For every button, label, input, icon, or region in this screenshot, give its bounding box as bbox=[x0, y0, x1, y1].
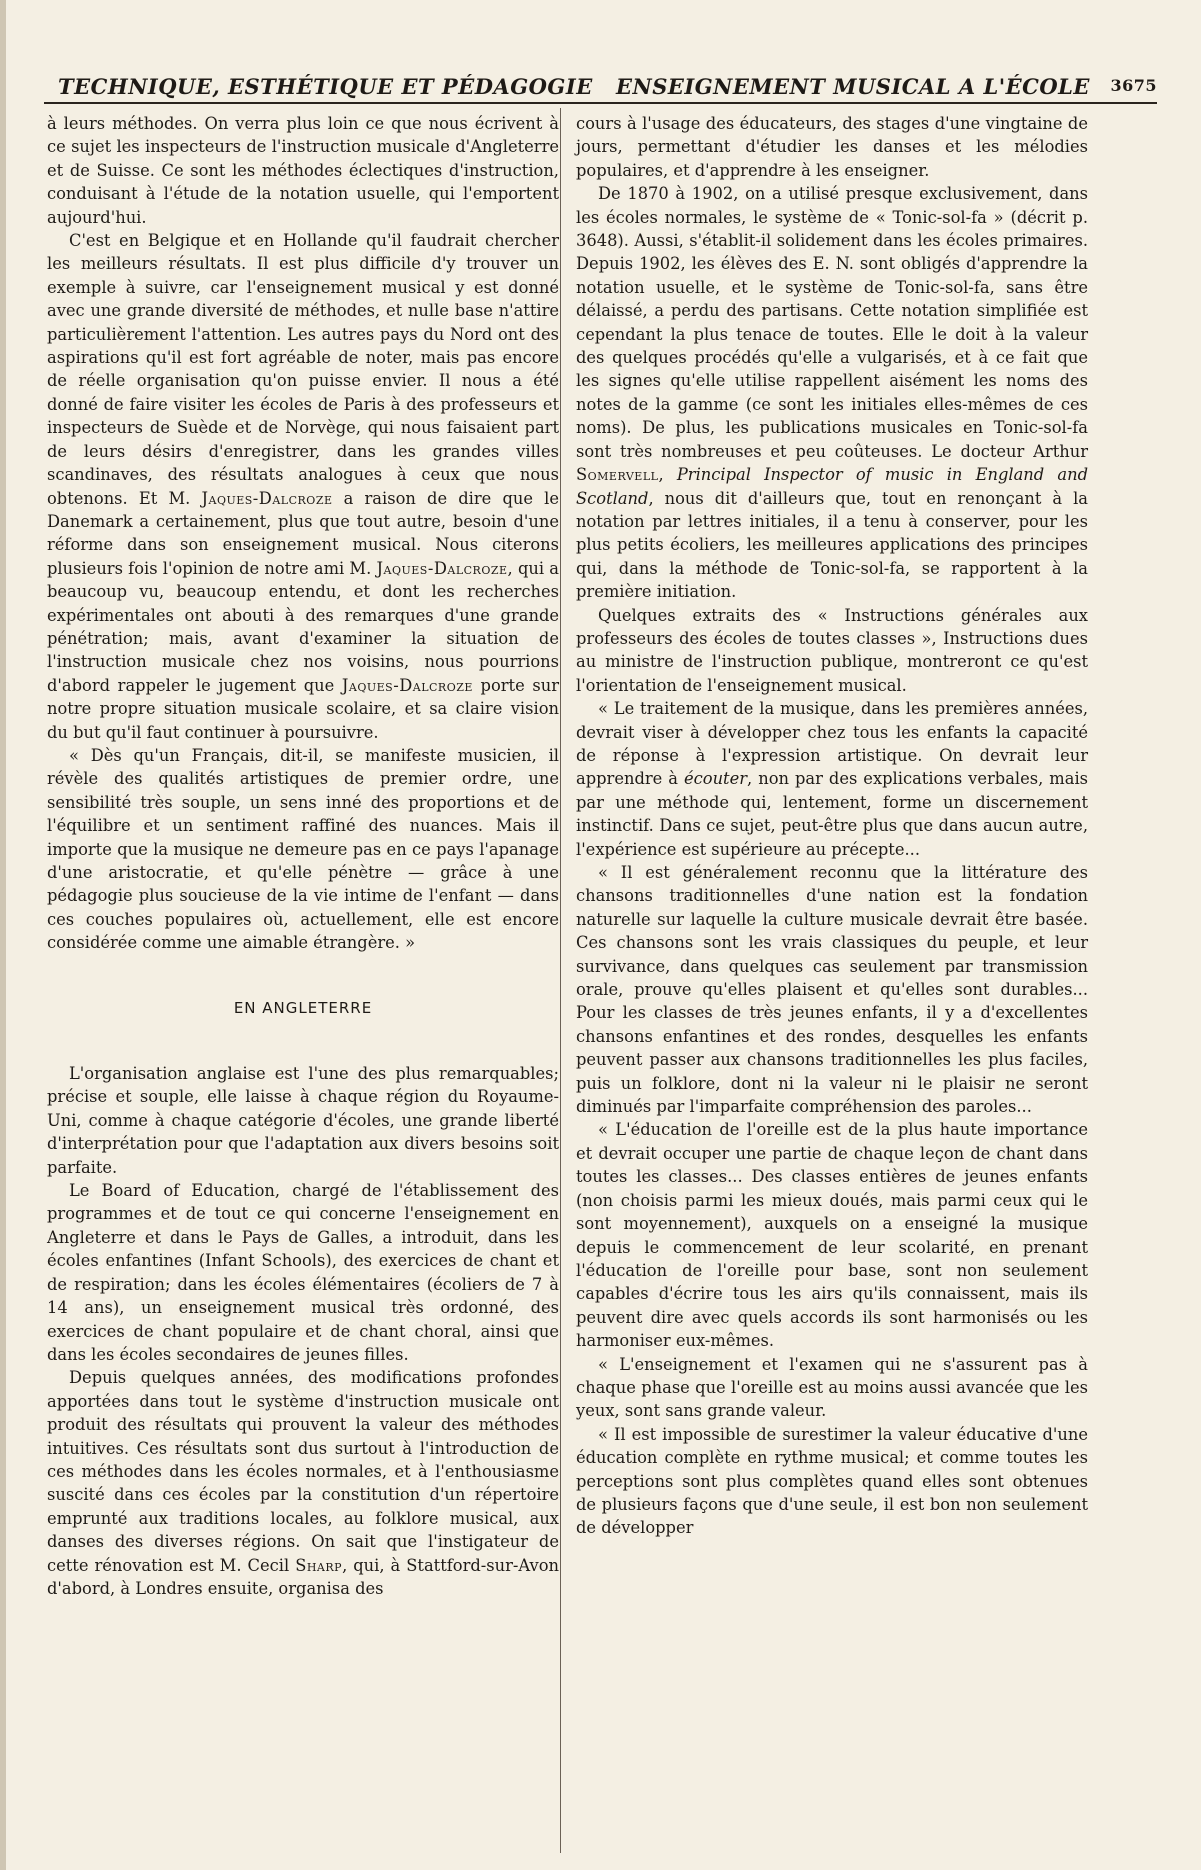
paragraph: C'est en Belgique et en Hollande qu'il faudrait chercher les meilleurs résultats. Il est plus difficile d'y trouver un exemple à suivre, car l'enseignement musical y est donné avec une grande diversité de méthodes, et nulle base n'attire particulièrement l'attention. Les autres pays du Nord ont des aspirations qu'il est fort agréable de noter, mais pas encore de réelle organisation qu'on puisse envier. Il nous a été donné de faire visiter les écoles de Paris à des professeurs et inspecteurs de Suède et de Norvège, qui nous faisaient part de leurs désirs d'enregistrer, dans les grandes villes scandinaves, des résultats analogues à ceux que nous obtenons. Et M. Jaques-Dalcroze a raison de dire que le Danemark a certainement, plus que tout autre, besoin d'une réforme dans son enseignement musical. Nous citerons plusieurs fois l'opinion de notre ami M. Jaques-Dalcroze, qui a beaucoup vu, beaucoup entendu, et dont les recherches expérimentales ont abouti à des remarques d'une grande pénétration; mais, avant d'examiner la situation de l'instruction musicale chez nos voisins, nous pourrions d'abord rappeler le jugement que Jaques-Dalcroze porte sur notre propre situation musicale scolaire, et sa claire vision du but qu'il faut continuer à poursuivre. bbox=[47, 231, 559, 742]
quotation-paragraph: « Le traitement de la musique, dans les premières années, devrait viser à développer chez tous les enfants la capacité de réponse à l'expression artistique. On devrait leur apprendre à écouter, non par des explications verbales, mais par une méthode qui, lentement, forme un discernement instinctif. Dans ce sujet, peut-être plus que dans aucun autre, l'expérience est supérieure au précepte... bbox=[576, 699, 1088, 859]
header-right-title: ENSEIGNEMENT MUSICAL A L'ÉCOLE bbox=[616, 74, 1090, 99]
column-divider bbox=[560, 108, 561, 1853]
paragraph: Depuis quelques années, des modifications profondes apportées dans tout le système d'instruction musicale ont produit des résultats qui prouvent la valeur des méthodes intuitives. Ces résultats sont dus surtout à l'introduction de ces méthodes dans les écoles normales, et à l'enthousiasme suscité dans ces écoles par la constitution d'un répertoire emprunté aux traditions locales, au folklore musical, aux danses des diverses régions. On sait que l'instigateur de cette rénovation est M. Cecil Sharp, qui, à Stattford-sur-Avon d'abord, à Londres ensuite, organisa des bbox=[47, 1368, 559, 1598]
page-number: 3675 bbox=[1110, 76, 1157, 95]
paragraph: L'organisation anglaise est l'une des plus remarquables; précise et souple, elle laisse à chaque région du Royaume-Uni, comme à chaque catégorie d'écoles, une grande liberté d'interprétation pour que l'adaptation aux divers besoins soit parfaite. bbox=[47, 1064, 559, 1177]
left-column bbox=[47, 112, 559, 1600]
quotation-paragraph: « Il est impossible de surestimer la valeur éducative d'une éducation complète en rythme musical; et comme toutes les perceptions sont plus complètes quand elles sont obtenues de plusieurs façons que d'une seule, il est bon non seulement de développer bbox=[576, 1424, 1088, 1538]
quotation-paragraph: « L'éducation de l'oreille est de la plus haute importance et devrait occuper une partie de chaque leçon de chant dans toutes les classes... Des classes entières de jeunes enfants (non choisis parmi les mieux doués, mais parmi ceux qui le sont moyennement), auxquels on a enseigné la musique depuis le commencement de leur scolarité, en prenant l'éducation de l'oreille pour base, sont non seulement capables d'écrire tous les airs qu'ils connaissent, mais ils peuvent dire avec quels accords ils sont harmonisés ou les harmoniser eux-mêmes. bbox=[576, 1120, 1088, 1351]
page-edge-shadow bbox=[0, 0, 6, 1870]
author-name: Jaques-Dalcroze bbox=[341, 675, 473, 695]
paragraph: De 1870 à 1902, on a utilisé presque exclusivement, dans les écoles normales, le système de « Tonic-sol-fa » (décrit p. 3648). Aussi, s'établit-il solidement dans les écoles primaires. Depuis 1902, les élèves des E. N. sont obligés d'apprendre la notation usuelle, et le système de Tonic-sol-fa, sans être délaissé, a perdu des partisans. Cette notation simplifiée est cependant la plus tenace de toutes. Elle le doit à la valeur des quelques procédés qu'elle a vulgarisés, et à ce fait que les signes qu'elle utilise rappellent aisément les noms des notes de la gamme (ce sont les initiales elles-mêmes de ces noms). De plus, les publications musicales en Tonic-sol-fa sont très nombreuses et peu coûteuses. Le docteur Arthur Somervell, Principal Inspector of music in England and Scotland, nous dit d'ailleurs que, tout en renonçant à la notation par lettres initiales, il a tenu à conserver, pour les plus petits écoliers, les meilleures applications des principes qui, dans la méthode de Tonic-sol-fa, se rapportent à la première initiation. bbox=[576, 184, 1088, 602]
right-column bbox=[576, 112, 1088, 1540]
running-header bbox=[58, 74, 1157, 104]
header-left-title: TECHNIQUE, ESTHÉTIQUE ET PÉDAGOGIE bbox=[58, 74, 593, 99]
author-name: Sharp bbox=[295, 1555, 343, 1575]
quotation-paragraph: « Dès qu'un Français, dit-il, se manifeste musicien, il révèle des qualités artistiques de premier ordre, une sensibilité très souple, un sens inné des proportions et de l'équilibre et un sentiment raffiné des nuances. Mais il importe que la musique ne demeure pas en ce pays l'apanage d'une aristocratie, et qu'elle pénètre — grâce à une pédagogie plus soucieuse de la vie intime de l'enfant — dans ces couches populaires où, actuellement, elle est encore considérée comme une aimable étrangère. » bbox=[47, 745, 559, 953]
paragraph: Quelques extraits des « Instructions générales aux professeurs des écoles de toutes classes », Instructions dues au ministre de l'instruction publique, montreront ce qu'est l'orientation de l'enseignement musical. bbox=[576, 605, 1088, 695]
author-name: Somervell bbox=[576, 465, 659, 485]
author-name: Jaques-Dalcroze bbox=[376, 558, 508, 578]
author-name: Jaques-Dalcroze bbox=[201, 488, 333, 508]
paragraph: Le Board of Education, chargé de l'établissement des programmes et de tout ce qui concerne l'enseignement en Angleterre et dans le Pays de Galles, a introduit, dans les écoles enfantines (Infant Schools), des exercices de chant et de respiration; dans les écoles élémentaires (écoliers de 7 à 14 ans), un enseignement musical très ordonné, des exercices de chant populaire et de chant choral, ainsi que dans les écoles secondaires de jeunes filles. bbox=[47, 1181, 559, 1364]
paragraph: cours à l'usage des éducateurs, des stages d'une vingtaine de jours, permettant d'étudier les danses et les mélodies populaires, et d'apprendre à les enseigner. bbox=[576, 114, 1088, 180]
quotation-paragraph: « Il est généralement reconnu que la littérature des chansons traditionnelles d'une nation est la fondation naturelle sur laquelle la culture musicale devrait être basée. Ces chansons sont les vrais classiques du peuple, et leur survivance, dans quelques cas seulement par transmission orale, prouve qu'elles plaisent et qu'elles sont durables... Pour les classes de très jeunes enfants, il y a d'excellentes chansons enfantines et des rondes, desquelles les enfants peuvent passer aux chansons traditionnelles les plus faciles, puis un folklore, dont ni la valeur ni le plaisir ne seront diminués par l'imparfaite compréhension des paroles... bbox=[576, 863, 1088, 1117]
quotation-paragraph: « L'enseignement et l'examen qui ne s'assurent pas à chaque phase que l'oreille est au moins aussi avancée que les yeux, sont sans grande valeur. bbox=[576, 1354, 1088, 1421]
header-rule bbox=[44, 102, 1157, 104]
section-heading: EN ANGLETERRE bbox=[233, 998, 373, 1017]
paragraph: à leurs méthodes. On verra plus loin ce que nous écrivent à ce sujet les inspecteurs de l'instruction musicale d'Angleterre et de Suisse. Ce sont les méthodes éclectiques d'instruction, conduisant à l'étude de la notation usuelle, qui l'emportent aujourd'hui. bbox=[47, 114, 559, 227]
author-title: Principal Inspector of music in England and Scotland bbox=[576, 465, 1088, 508]
emphasis: écouter bbox=[684, 769, 748, 789]
